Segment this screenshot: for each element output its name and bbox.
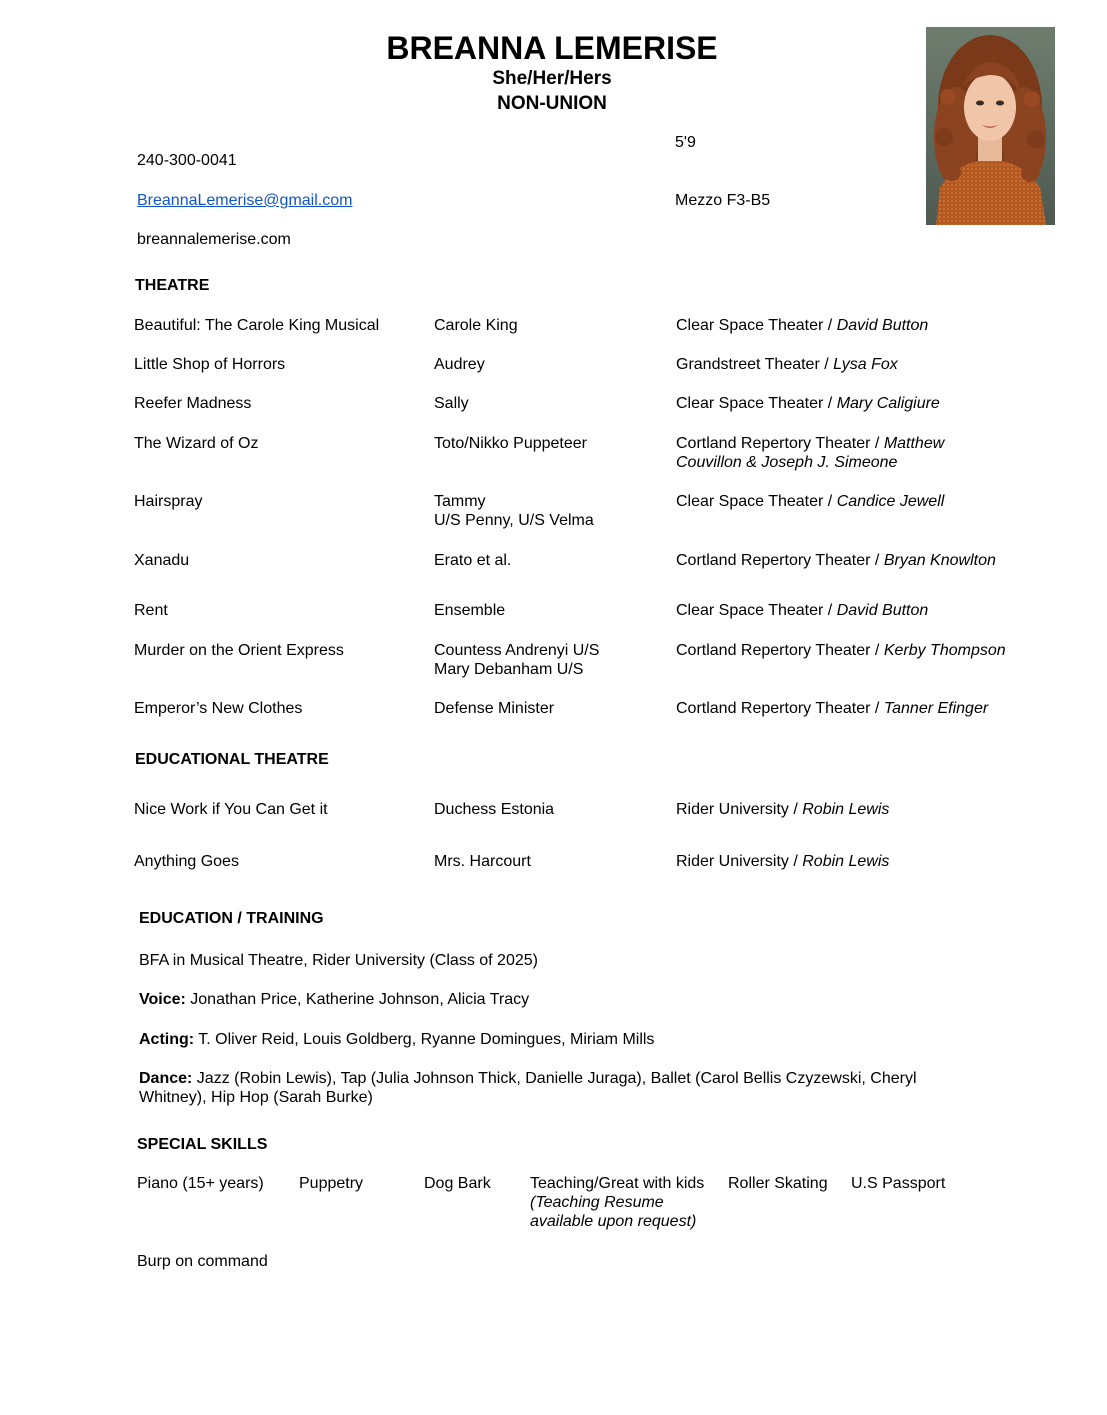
credit-director: Robin Lewis [802, 801, 890, 818]
degree: BFA in Musical Theatre, Rider University (Class of 2025) [139, 952, 538, 969]
skill-puppetry: Puppetry [299, 1175, 364, 1192]
voice-label: Voice: [139, 991, 186, 1008]
credit-role: Audrey [434, 356, 485, 373]
credit-director: Candice Jewell [836, 493, 945, 510]
credit-venue: Rider University / [676, 801, 803, 818]
credit-role-line2: U/S Penny, U/S Velma [434, 512, 594, 529]
credit-venue-director [676, 852, 889, 871]
headshot-photo [926, 27, 1055, 225]
skills-heading: SPECIAL SKILLS [137, 1136, 268, 1153]
credit-show: Beautiful: The Carole King Musical [134, 317, 380, 334]
credit-director: Robin Lewis [802, 853, 890, 870]
credit-venue: Clear Space Theater / [676, 395, 837, 412]
credit-director: Tanner Efinger [883, 700, 989, 717]
credit-venue-director [676, 699, 988, 718]
skill-passport: U.S Passport [851, 1175, 946, 1192]
educational-theatre-heading: EDUCATIONAL THEATRE [135, 751, 329, 768]
phone-number: 240-300-0041 [137, 152, 237, 169]
credit-role: Mrs. Harcourt [434, 853, 531, 870]
dance-label: Dance: [139, 1070, 193, 1087]
credit-director: Kerby Thompson [883, 642, 1006, 659]
voice-type: Mezzo F3-B5 [675, 192, 771, 209]
credit-director: Mary Caligiure [836, 395, 940, 412]
credit-role-line2: Mary Debanham U/S [434, 661, 584, 678]
credit-venue-director [676, 551, 996, 570]
credit-venue: Cortland Repertory Theater / [676, 435, 884, 452]
credit-venue: Cortland Repertory Theater / [676, 552, 884, 569]
skill-roller-skating: Roller Skating [728, 1175, 828, 1192]
voice-training [139, 990, 529, 1009]
acting-training [139, 1030, 654, 1049]
credit-venue: Cortland Repertory Theater / [676, 700, 884, 717]
credit-role: Countess Andrenyi U/S [434, 642, 600, 659]
acting-teachers: T. Oliver Reid, Louis Goldberg, Ryanne Domingues, Miriam Mills [194, 1031, 655, 1048]
acting-label: Acting: [139, 1031, 195, 1048]
credit-role: Toto/Nikko Puppeteer [434, 435, 587, 452]
credit-venue-director [676, 394, 940, 413]
credit-venue-director [676, 492, 944, 511]
website: breannalemerise.com [137, 231, 291, 248]
credit-venue: Clear Space Theater / [676, 602, 837, 619]
credit-venue-director [676, 800, 889, 819]
dance-teachers-line2: Whitney), Hip Hop (Sarah Burke) [139, 1089, 373, 1106]
voice-teachers: Jonathan Price, Katherine Johnson, Alicia Tracy [185, 991, 530, 1008]
credit-venue-director [676, 434, 944, 453]
dance-training [139, 1069, 917, 1088]
credit-venue: Rider University / [676, 853, 803, 870]
credit-director: David Button [836, 317, 929, 334]
credit-role: Tammy [434, 493, 486, 510]
pronouns: She/Her/Hers [492, 68, 612, 89]
credit-director-line2: Couvillon & Joseph J. Simeone [676, 454, 898, 471]
credit-show: Nice Work if You Can Get it [134, 801, 328, 818]
credit-role: Carole King [434, 317, 518, 334]
credit-show: Emperor’s New Clothes [134, 700, 303, 717]
credit-role: Sally [434, 395, 469, 412]
credit-show: Xanadu [134, 552, 190, 569]
credit-venue: Cortland Repertory Theater / [676, 642, 884, 659]
theatre-heading: THEATRE [135, 277, 210, 294]
education-heading: EDUCATION / TRAINING [139, 910, 324, 927]
credit-show: The Wizard of Oz [134, 435, 259, 452]
credit-venue-director [676, 316, 928, 335]
credit-venue-director [676, 355, 898, 374]
skill-dog-bark: Dog Bark [424, 1175, 491, 1192]
credit-venue: Clear Space Theater / [676, 317, 837, 334]
union-status: NON-UNION [497, 93, 607, 114]
resume-name: BREANNA LEMERISE [386, 30, 718, 66]
credit-show: Hairspray [134, 493, 203, 510]
credit-show: Reefer Madness [134, 395, 252, 412]
credit-director: Matthew [883, 435, 945, 452]
credit-show: Murder on the Orient Express [134, 642, 344, 659]
credit-role: Erato et al. [434, 552, 512, 569]
email-link[interactable]: BreannaLemerise@gmail.com [137, 192, 353, 209]
credit-director: David Button [836, 602, 929, 619]
credit-venue-director [676, 601, 928, 620]
credit-show: Anything Goes [134, 853, 239, 870]
credit-show: Rent [134, 602, 168, 619]
credit-role: Defense Minister [434, 700, 555, 717]
skill-piano: Piano (15+ years) [137, 1175, 264, 1192]
credit-show: Little Shop of Horrors [134, 356, 286, 373]
credit-director: Bryan Knowlton [883, 552, 996, 569]
credit-role: Ensemble [434, 602, 506, 619]
credit-venue-director [676, 641, 1006, 660]
credit-director: Lysa Fox [833, 356, 898, 373]
height: 5'9 [675, 134, 696, 151]
credit-venue: Clear Space Theater / [676, 493, 837, 510]
skill-teaching-note-line1: (Teaching Resume [530, 1194, 664, 1211]
skill-teaching-note-line2: available upon request) [530, 1213, 697, 1230]
dance-teachers-line1: Jazz (Robin Lewis), Tap (Julia Johnson Thick, Danielle Juraga), Ballet (Carol Bellis Czyzewski, Cheryl [192, 1070, 917, 1087]
skill-burp: Burp on command [137, 1253, 268, 1270]
skill-teaching: Teaching/Great with kids [530, 1175, 705, 1192]
credit-venue: Grandstreet Theater / [676, 356, 834, 373]
credit-role: Duchess Estonia [434, 801, 555, 818]
